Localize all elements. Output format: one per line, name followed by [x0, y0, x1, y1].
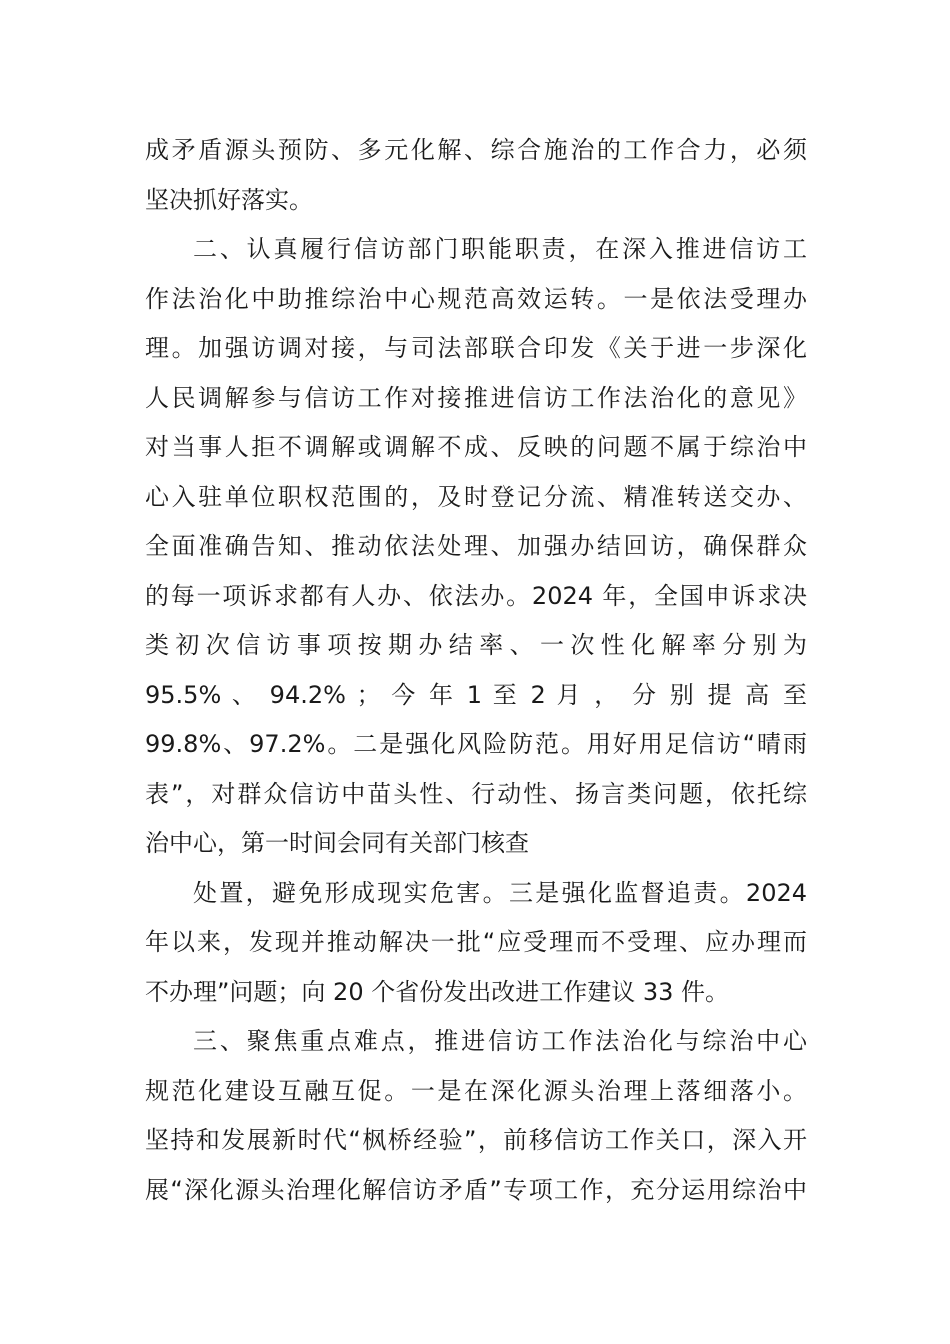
- text-line: 理。加强访调对接，与司法部联合印发《关于进一步深化: [145, 334, 807, 362]
- text-line: 年以来，发现并推动解决一批“应受理而不受理、应办理而: [145, 928, 807, 956]
- text-line: 95.5% 、 94.2% ； 今 年 1 至 2 月 ， 分 别 提 高 至: [145, 680, 807, 709]
- text-line: 成矛盾源头预防、多元化解、综合施治的工作合力，必须: [145, 136, 807, 164]
- paragraph-start-line: 三、聚焦重点难点，推进信访工作法治化与综治中心: [193, 1027, 807, 1055]
- paragraph-start-line: 处置，避免形成现实危害。三是强化监督追责。2024: [193, 878, 807, 907]
- text-line: 治中心，第一时间会同有关部门核查: [145, 829, 529, 857]
- text-line: 全面准确告知、推动依法处理、加强办结回访，确保群众: [145, 532, 807, 560]
- text-line: 作法治化中助推综治中心规范高效运转。一是依法受理办: [145, 284, 807, 313]
- text-line: 的每一项诉求都有人办、依法办。2024 年，全国申诉求决: [145, 581, 807, 610]
- text-line: 99.8%、97.2%。二是强化风险防范。用好用足信访“晴雨: [145, 730, 807, 758]
- text-line: 心入驻单位职权范围的，及时登记分流、精准转送交办、: [145, 482, 807, 511]
- text-line: 表”，对群众信访中苗头性、行动性、扬言类问题，依托综: [145, 779, 807, 808]
- document-body: [145, 126, 807, 1215]
- text-line: 坚决抓好落实。: [145, 185, 313, 214]
- text-line: 人民调解参与信访工作对接推进信访工作法治化的意见》: [145, 383, 807, 412]
- text-line: 坚持和发展新时代“枫桥经验”，前移信访工作关口，深入开: [145, 1126, 807, 1154]
- text-line: 展“深化源头治理化解信访矛盾”专项工作，充分运用综治中: [145, 1175, 807, 1204]
- text-line: 对当事人拒不调解或调解不成、反映的问题不属于综治中: [145, 433, 807, 461]
- text-line: 不办理”问题；向 20 个省份发出改进工作建议 33 件。: [145, 977, 730, 1006]
- text-line: 规范化建设互融互促。一是在深化源头治理上落细落小。: [145, 1076, 807, 1105]
- paragraph-start-line: 二、认真履行信访部门职能职责，在深入推进信访工: [193, 235, 807, 263]
- text-line: 类初次信访事项按期办结率、一次性化解率分别为: [145, 631, 807, 659]
